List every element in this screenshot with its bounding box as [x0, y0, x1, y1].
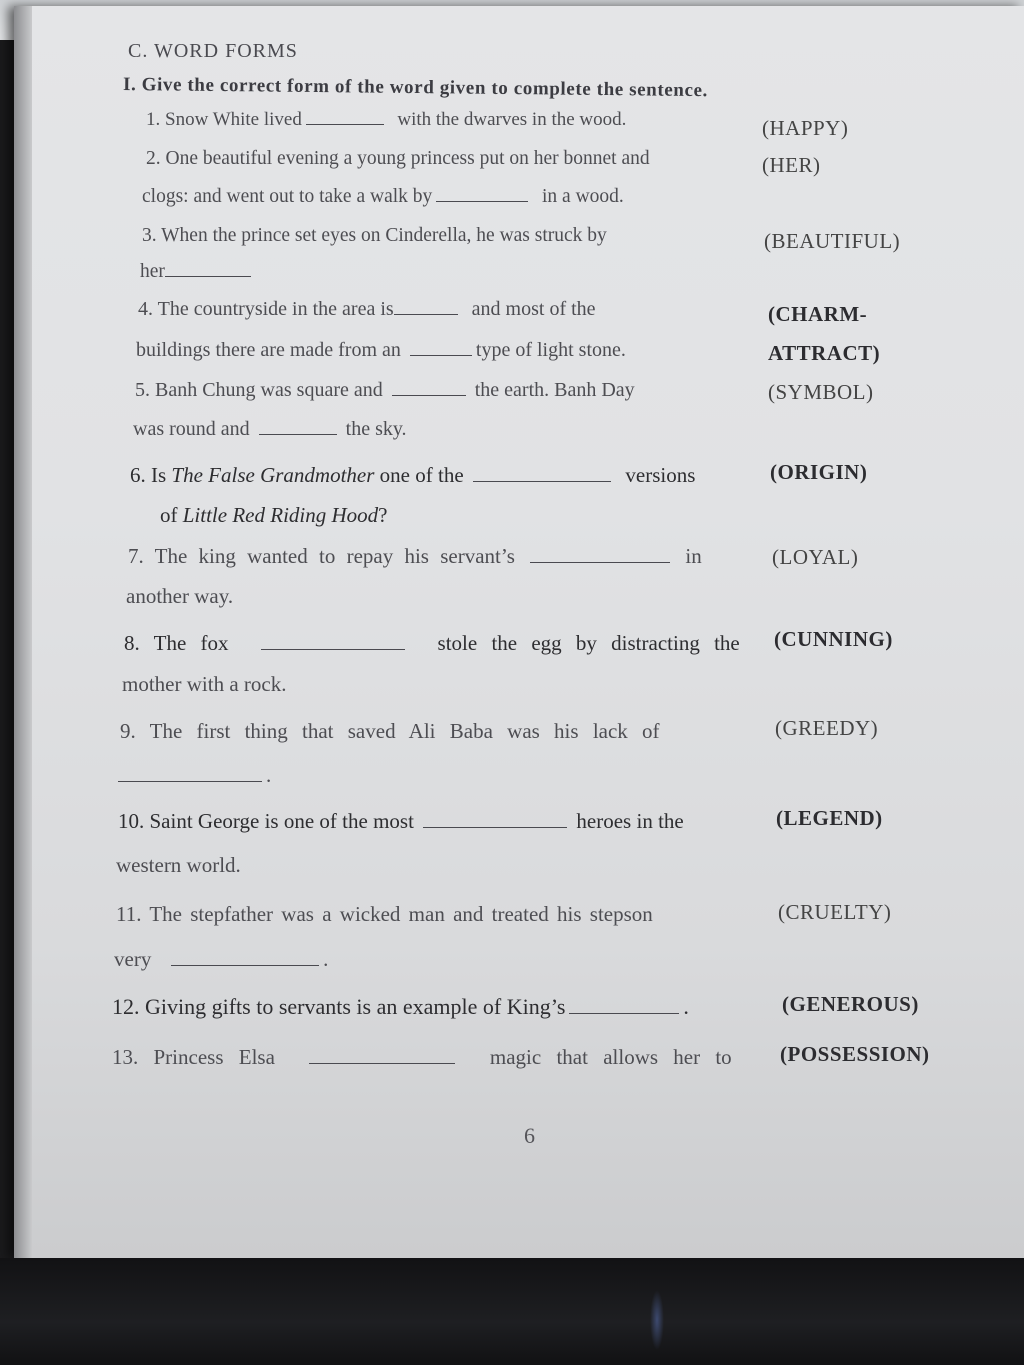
answer-blank-12[interactable] [569, 995, 679, 1014]
item-5-line-2: was round and the sky. [133, 418, 407, 440]
answer-blank-9[interactable] [118, 763, 262, 782]
word-hint-10: (LEGEND) [776, 806, 883, 830]
word-hint-11: (CRUELTY) [778, 900, 892, 924]
light-glint [650, 1290, 664, 1350]
answer-blank-4b[interactable] [410, 337, 472, 356]
item-3-line-1: 3. When the prince set eyes on Cinderella, he was struck by [142, 225, 607, 246]
item-2-line-2: clogs: and went out to take a walk by in a wood. [142, 183, 624, 210]
word-hint-1: (HAPPY) [762, 116, 849, 140]
item-12-line-1: 12. Giving gifts to servants is an example of King’s . [112, 994, 689, 1019]
word-hint-2: (HER) [762, 153, 821, 177]
word-hint-4b: ATTRACT) [768, 341, 881, 365]
answer-blank-13[interactable] [309, 1045, 455, 1064]
page-edge-shadow [14, 6, 32, 1258]
item-4-line-2: buildings there are made from an type of light stone. [136, 339, 626, 361]
answer-blank-2[interactable] [436, 183, 528, 202]
section-title: C. WORD FORMS [128, 40, 298, 62]
item-1-line-1: 1. Snow White lived with the dwarves in the wood. [146, 106, 626, 133]
word-hint-7: (LOYAL) [772, 545, 859, 569]
item-11-line-1: 11. The stepfather was a wicked man and treated his stepson [116, 902, 653, 926]
answer-blank-5b[interactable] [259, 416, 337, 435]
answer-blank-8[interactable] [261, 631, 405, 650]
item-10-line-1: 10. Saint George is one of the most heroes in the [118, 809, 684, 833]
answer-blank-6[interactable] [473, 463, 611, 482]
word-hint-4a: (CHARM- [768, 302, 868, 326]
page-number: 6 [524, 1123, 535, 1148]
answer-blank-10[interactable] [423, 809, 567, 828]
word-hint-8: (CUNNING) [774, 627, 893, 651]
word-hint-12: (GENEROUS) [782, 992, 919, 1016]
answer-blank-7[interactable] [530, 544, 670, 563]
word-hint-9: (GREEDY) [775, 716, 879, 740]
word-hint-13: (POSSESSION) [780, 1042, 930, 1066]
item-4-line-1: 4. The countryside in the area is and most of the [138, 298, 596, 320]
word-hint-5: (SYMBOL) [768, 380, 874, 404]
answer-blank-3[interactable] [165, 258, 251, 277]
item-7-line-1: 7. The king wanted to repay his servant’s in [128, 544, 702, 568]
item-2-line-1: 2. One beautiful evening a young princess put on her bonnet and [146, 148, 650, 169]
word-hint-6: (ORIGIN) [770, 460, 868, 484]
answer-blank-1[interactable] [306, 106, 384, 125]
item-6-line-1: 6. Is The False Grandmother one of the versions [130, 463, 696, 487]
item-3-line-2: her [140, 258, 255, 285]
answer-blank-4a[interactable] [394, 296, 458, 315]
item-10-line-2: western world. [116, 853, 241, 877]
item-9-line-1: 9. The first thing that saved Ali Baba was his lack of [120, 719, 660, 743]
item-7-line-2: another way. [126, 584, 234, 608]
item-11-line-2: very . [114, 947, 329, 971]
item-13-line-1: 13. Princess Elsa magic that allows her to [112, 1045, 732, 1069]
item-8-line-1: 8. The fox stole the egg by distracting the [124, 631, 740, 655]
answer-blank-11[interactable] [171, 947, 319, 966]
item-8-line-2: mother with a rock. [122, 672, 287, 696]
instruction: I. Give the correct form of the word given to complete the sentence. [122, 74, 709, 102]
answer-blank-5a[interactable] [392, 377, 466, 396]
dark-surface [0, 1258, 1024, 1365]
item-5-line-1: 5. Banh Chung was square and the earth. Banh Day [135, 379, 635, 401]
word-hint-3: (BEAUTIFUL) [764, 229, 901, 253]
item-6-line-2: of Little Red Riding Hood? [160, 503, 388, 527]
item-9-line-2: . [118, 762, 271, 788]
